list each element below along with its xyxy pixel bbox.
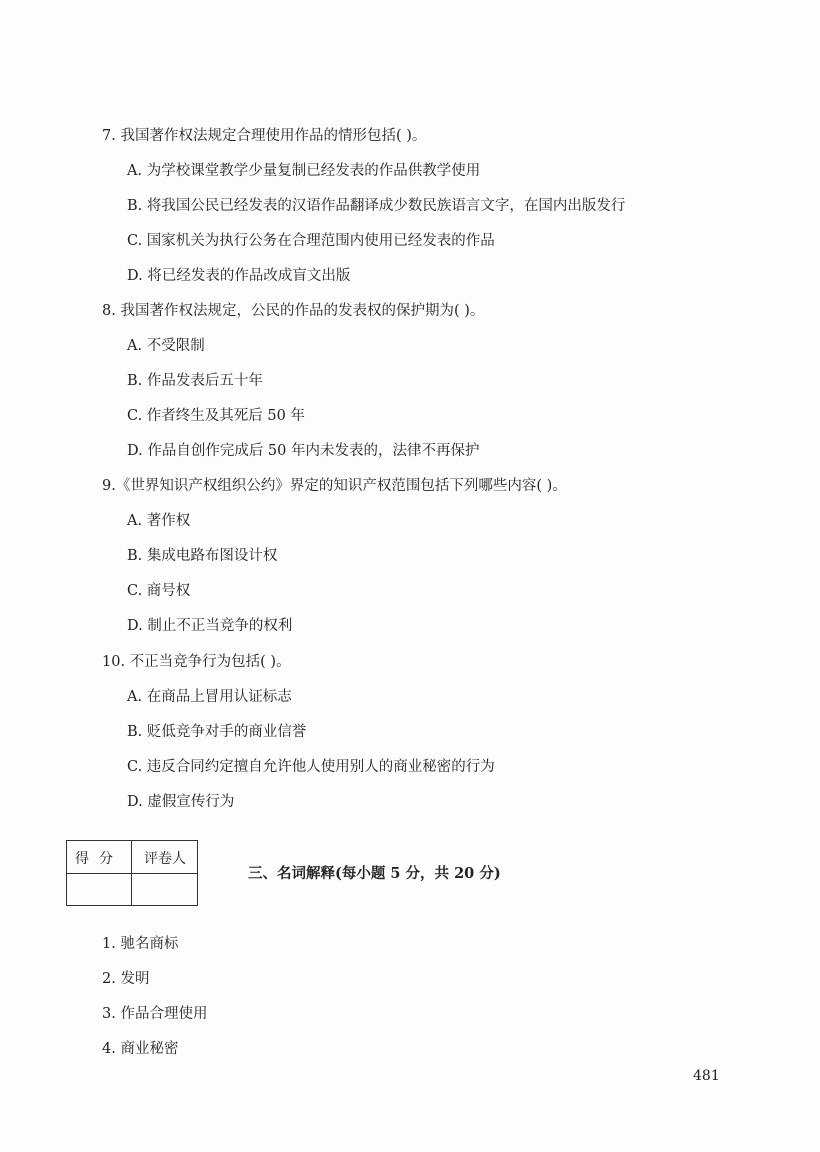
question-8-option-c: C. 作者终生及其死后 50 年 (127, 408, 305, 424)
question-9-option-c: C. 商号权 (127, 583, 191, 599)
term-1: 1. 驰名商标 (102, 936, 179, 952)
question-8-option-a: A. 不受限制 (127, 338, 205, 354)
term-4: 4. 商业秘密 (102, 1041, 179, 1057)
score-box (66, 840, 198, 906)
question-9-stem: 9.《世界知识产权组织公约》界定的知识产权范围包括下列哪些内容( )。 (102, 478, 567, 494)
score-box-divider (67, 873, 197, 874)
question-7-option-a: A. 为学校课堂教学少量复制已经发表的作品供教学使用 (127, 163, 481, 179)
question-9-option-d: D. 制止不正当竞争的权利 (127, 618, 293, 634)
question-10-option-c: C. 违反合同约定擅自允许他人使用别人的商业秘密的行为 (127, 759, 495, 775)
question-8-option-b: B. 作品发表后五十年 (127, 373, 263, 389)
question-7-option-c: C. 国家机关为执行公务在合理范围内使用已经发表的作品 (127, 233, 495, 249)
term-2: 2. 发明 (102, 971, 150, 987)
question-7-stem: 7. 我国著作权法规定合理使用作品的情形包括( )。 (102, 128, 427, 144)
section-title: 三、名词解释(每小题 5 分，共 20 分) (248, 865, 501, 882)
score-label: 得分 (75, 851, 123, 867)
question-8-stem: 8. 我国著作权法规定，公民的作品的发表权的保护期为( )。 (102, 303, 485, 319)
term-3: 3. 作品合理使用 (102, 1006, 208, 1022)
page-number: 481 (693, 1068, 720, 1084)
question-9-option-b: B. 集成电路布图设计权 (127, 548, 278, 564)
question-10-option-d: D. 虚假宣传行为 (127, 794, 235, 810)
question-10-option-a: A. 在商品上冒用认证标志 (127, 689, 292, 705)
question-7-option-b: B. 将我国公民已经发表的汉语作品翻译成少数民族语言文字，在国内出版发行 (127, 198, 626, 214)
grader-label: 评卷人 (144, 851, 186, 867)
question-7-option-d: D. 将已经发表的作品改成盲文出版 (127, 268, 351, 284)
question-10-stem: 10. 不正当竞争行为包括( )。 (102, 654, 291, 670)
question-9-option-a: A. 著作权 (127, 513, 191, 529)
question-8-option-d: D. 作品自创作完成后 50 年内未发表的，法律不再保护 (127, 443, 480, 459)
question-10-option-b: B. 贬低竞争对手的商业信誉 (127, 724, 307, 740)
